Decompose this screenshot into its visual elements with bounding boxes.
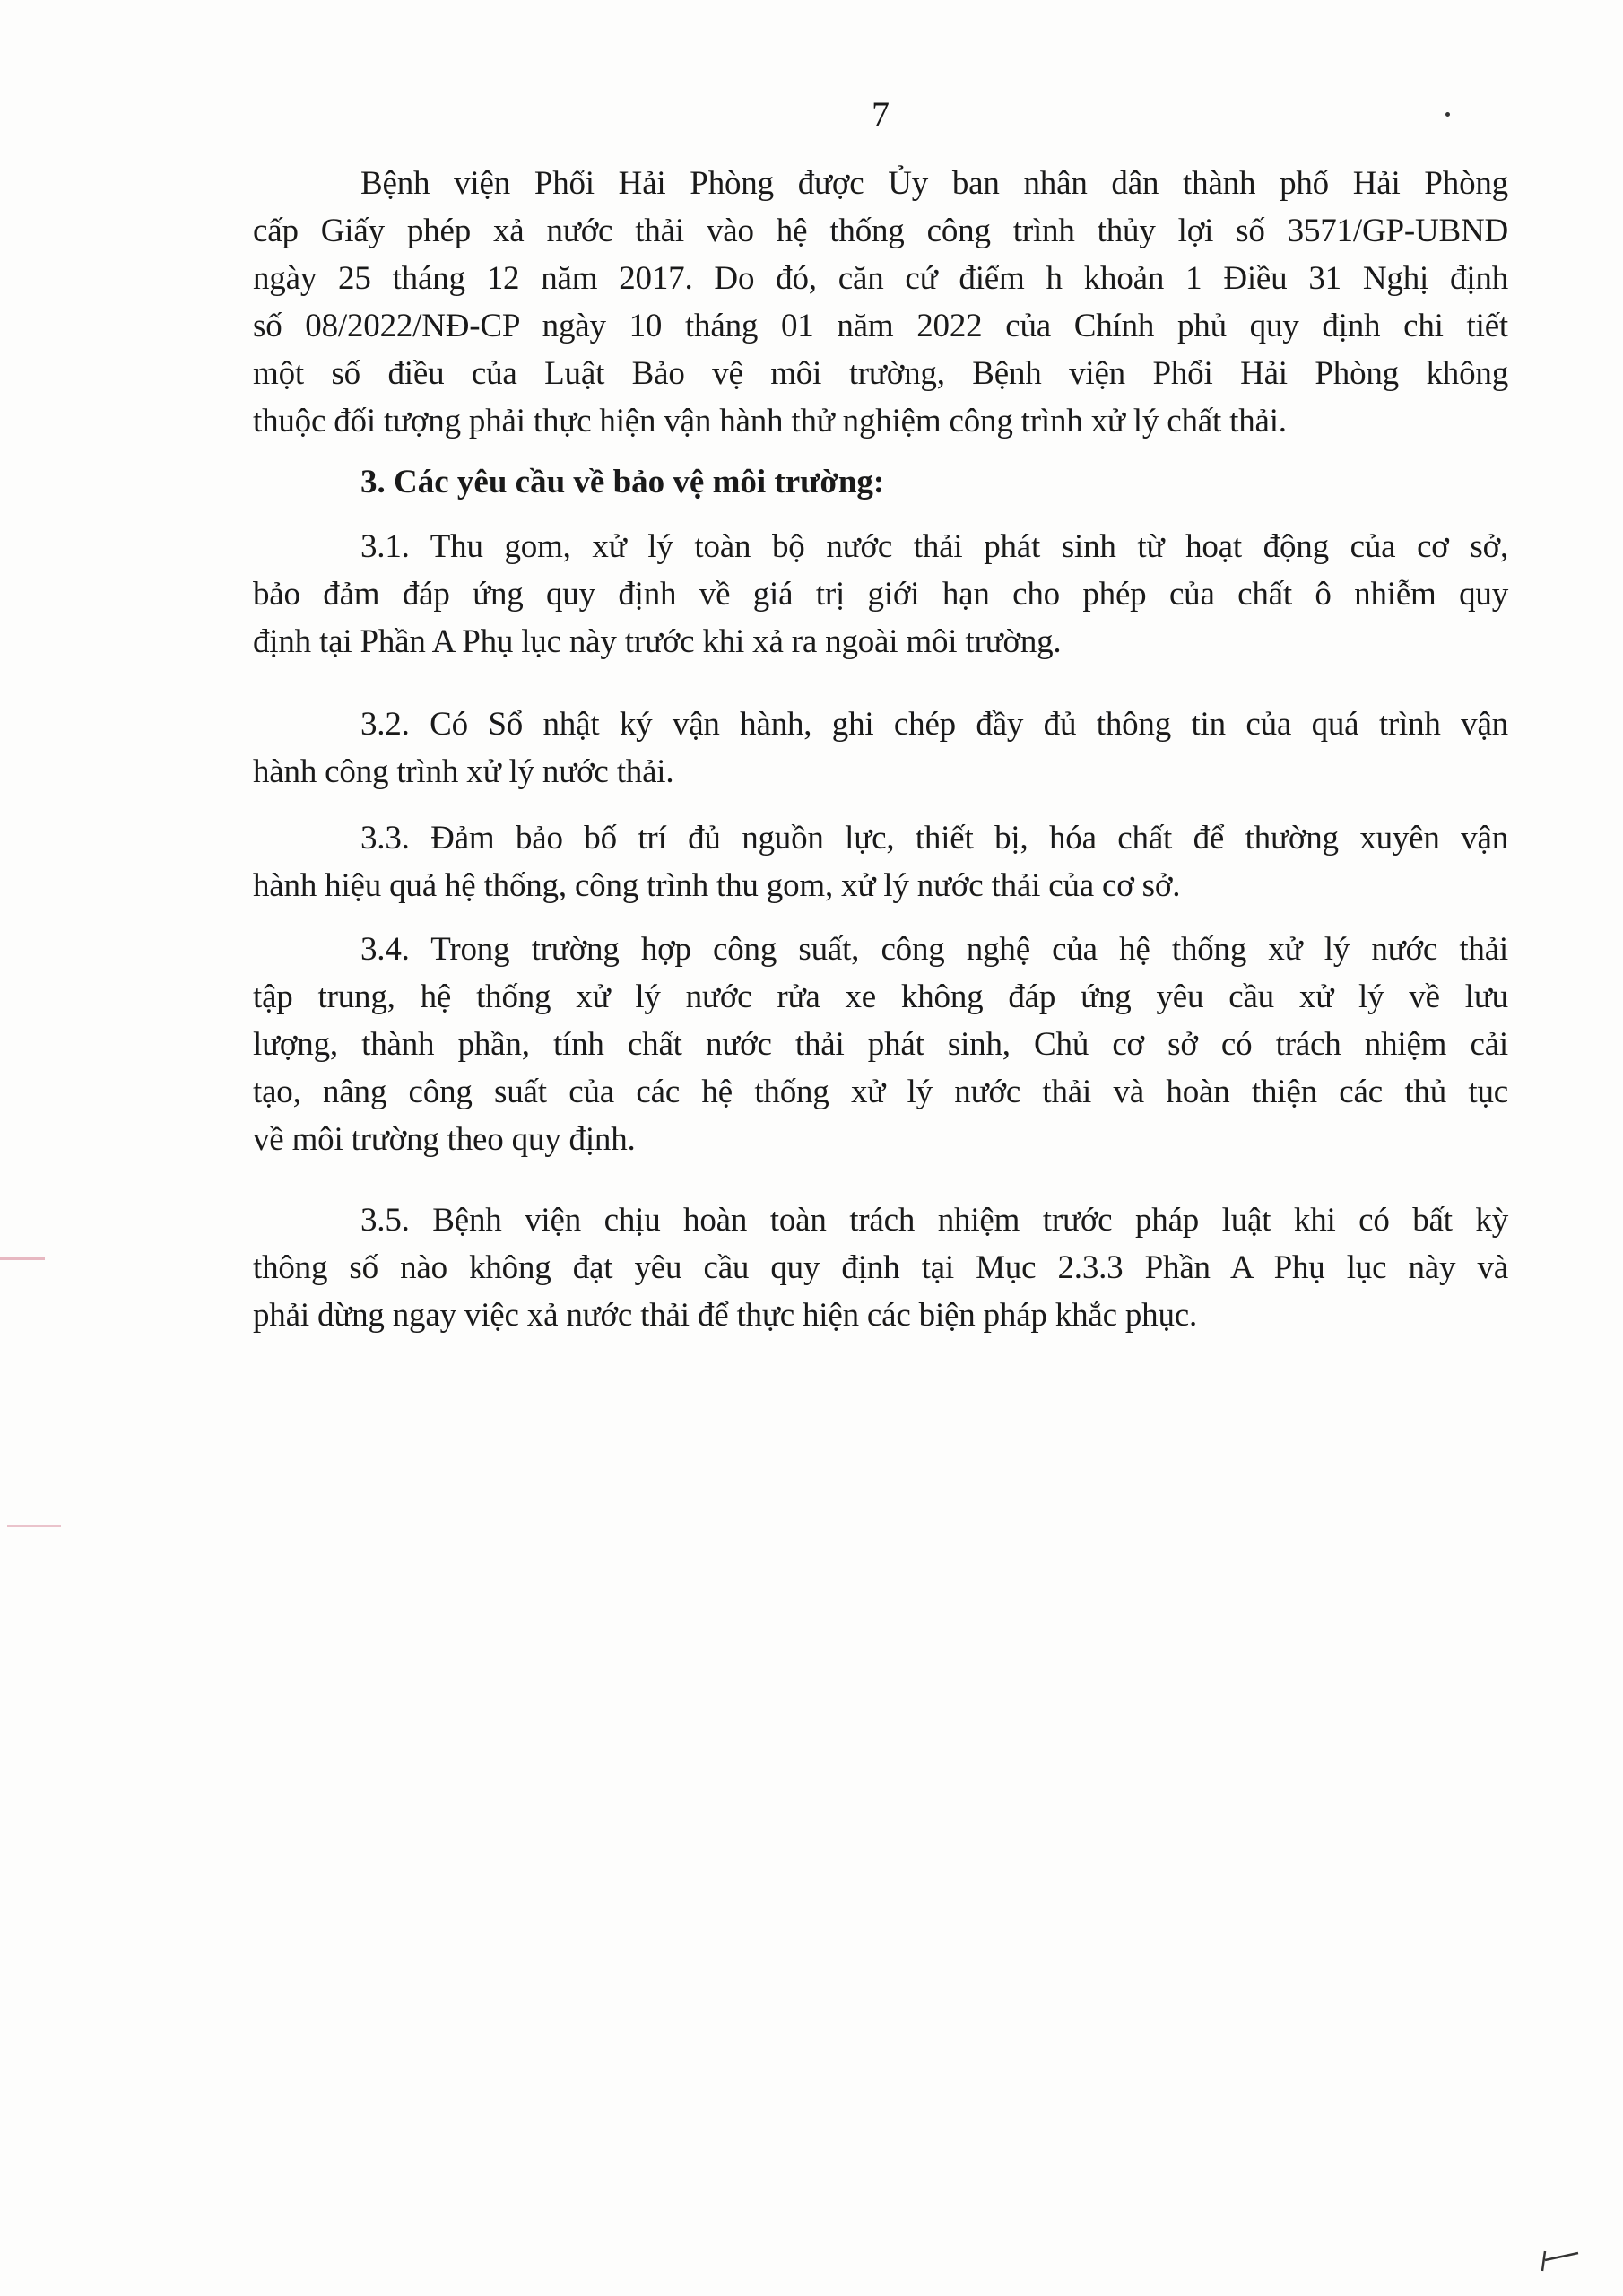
text-line: định tại Phần A Phụ lục này trước khi xả ra ngoài môi trường. (253, 623, 1062, 660)
text-line: Bệnh viện Phổi Hải Phòng được Ủy ban nhân dân thành phố Hải Phòng (360, 165, 1508, 202)
scan-mark (0, 1257, 45, 1260)
paragraph-3-2 (253, 700, 1508, 796)
text-line: hành hiệu quả hệ thống, công trình thu gom, xử lý nước thải của cơ sở. (253, 867, 1181, 904)
paragraph-3-5 (253, 1196, 1508, 1339)
text-line: lượng, thành phần, tính chất nước thải phát sinh, Chủ cơ sở có trách nhiệm cải (253, 1026, 1508, 1063)
paragraph-3-1 (253, 523, 1508, 665)
text-line: về môi trường theo quy định. (253, 1121, 636, 1158)
page-number: 7 (872, 94, 890, 135)
text-line: 3.3. Đảm bảo bố trí đủ nguồn lực, thiết bị, hóa chất để thường xuyên vận (360, 820, 1508, 857)
text-line: thông số nào không đạt yêu cầu quy định tại Mục 2.3.3 Phần A Phụ lục này và (253, 1249, 1508, 1286)
pen-mark (1538, 2242, 1583, 2278)
text-line: 3.1. Thu gom, xử lý toàn bộ nước thải phát sinh từ hoạt động của cơ sở, (360, 528, 1508, 565)
text-line: 3.4. Trong trường hợp công suất, công nghệ của hệ thống xử lý nước thải (360, 931, 1508, 968)
paragraph-3-4 (253, 926, 1508, 1163)
text-line: tập trung, hệ thống xử lý nước rửa xe không đáp ứng yêu cầu xử lý về lưu (253, 978, 1508, 1015)
text-line: bảo đảm đáp ứng quy định về giá trị giới hạn cho phép của chất ô nhiễm quy (253, 576, 1508, 613)
paragraph-3-3 (253, 814, 1508, 909)
text-line: một số điều của Luật Bảo vệ môi trường, Bệnh viện Phổi Hải Phòng không (253, 355, 1508, 392)
text-line: 3.5. Bệnh viện chịu hoàn toàn trách nhiệm trước pháp luật khi có bất kỳ (360, 1202, 1508, 1239)
text-line: tạo, nâng công suất của các hệ thống xử lý nước thải và hoàn thiện các thủ tục (253, 1074, 1508, 1110)
section-heading: 3. Các yêu cầu về bảo vệ môi trường: (360, 464, 885, 500)
text-line: 3.2. Có Sổ nhật ký vận hành, ghi chép đầy đủ thông tin của quá trình vận (360, 706, 1508, 743)
text-line: ngày 25 tháng 12 năm 2017. Do đó, căn cứ điểm h khoản 1 Điều 31 Nghị định (253, 260, 1508, 297)
text-line: phải dừng ngay việc xả nước thải để thực hiện các biện pháp khắc phục. (253, 1297, 1198, 1334)
scan-mark (7, 1525, 61, 1527)
text-line: hành công trình xử lý nước thải. (253, 753, 674, 790)
intro-paragraph (253, 160, 1508, 445)
text-line: số 08/2022/NĐ-CP ngày 10 tháng 01 năm 2022 của Chính phủ quy định chi tiết (253, 308, 1508, 344)
text-line: thuộc đối tượng phải thực hiện vận hành thử nghiệm công trình xử lý chất thải. (253, 403, 1287, 439)
text-line: cấp Giấy phép xả nước thải vào hệ thống công trình thủy lợi số 3571/GP-UBND (253, 213, 1508, 249)
scan-dot (1445, 112, 1450, 117)
